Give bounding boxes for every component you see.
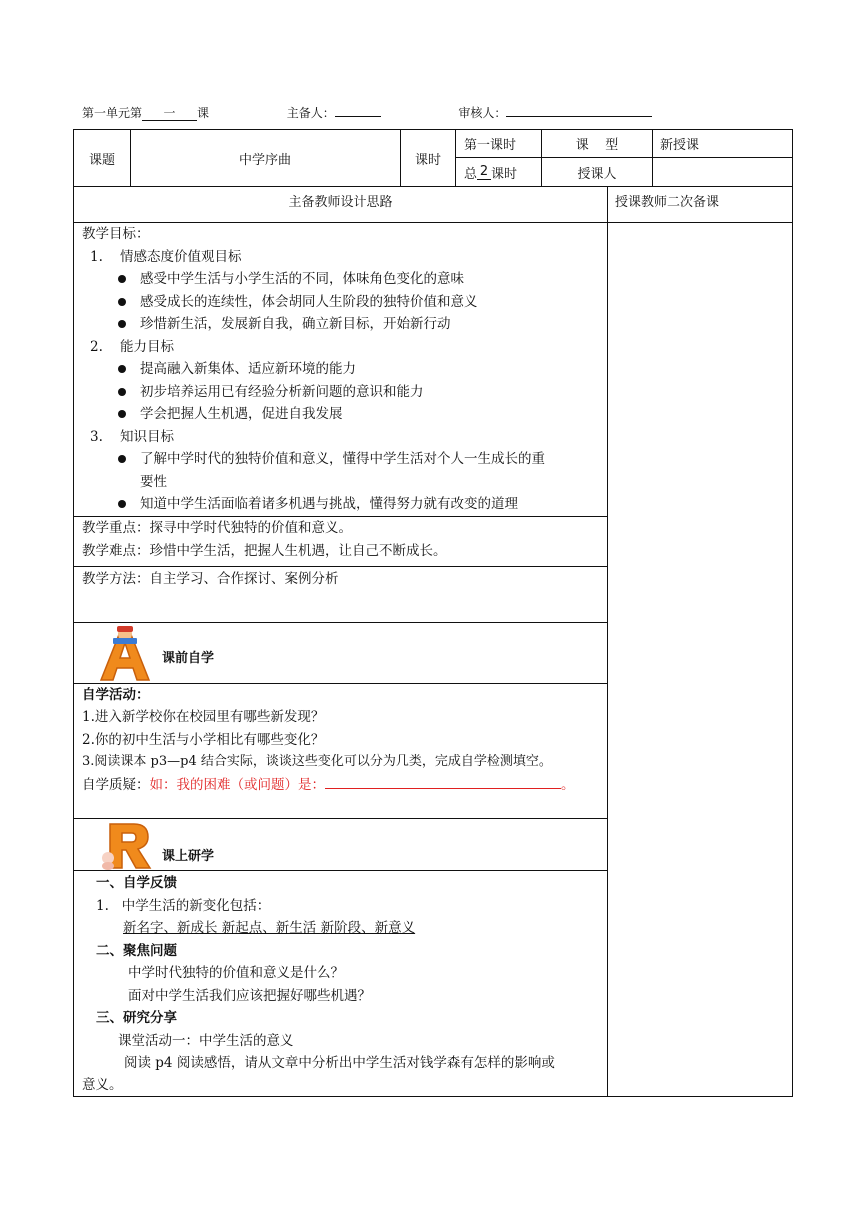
objective-section-3: 3. 知识目标 <box>90 428 174 445</box>
divider <box>74 683 607 684</box>
preparer-label: 主备人： <box>286 106 335 120</box>
divider <box>74 622 607 623</box>
doubt-label: 自学质疑： <box>82 777 150 793</box>
objective-item: 知道中学生活面临着诸多机遇与挑战，懂得努力就有改变的道理 <box>82 493 606 516</box>
feedback-answer: 新名字、新成长 新起点、新生活 新阶段、新意义 <box>123 920 416 936</box>
divider <box>74 818 607 819</box>
second-prep-title: 授课教师二次备课 <box>615 194 720 210</box>
preclass-title: 课前自学 <box>162 650 215 666</box>
self-study-question: 1.进入新学校你在校园里有哪些新发现？ <box>82 709 325 725</box>
unit-prefix: 第一单元第 <box>82 106 143 120</box>
divider <box>74 566 607 567</box>
type-label: 课 型 <box>575 138 619 153</box>
objective-item: 初步培养运用已有经验分析新问题的意识和能力 <box>82 381 606 404</box>
objectives-title: 教学目标： <box>82 226 150 242</box>
divider <box>455 130 456 186</box>
divider <box>74 870 607 871</box>
column-divider <box>607 187 608 1096</box>
focus-question: 中学时代独特的价值和意义是什么？ <box>128 965 344 981</box>
topic-label: 课题 <box>88 152 115 168</box>
header-line <box>82 104 652 121</box>
objective-item: 珍惜新生活，发展新自我，确立新目标，开始新行动 <box>82 313 606 336</box>
focus-question: 面对中学生活我们应该把握好哪些机遇？ <box>128 988 371 1004</box>
reviewer-blank[interactable] <box>506 116 652 117</box>
unit-suffix: 课 <box>197 106 210 120</box>
doubt-answer-blank[interactable] <box>325 774 561 789</box>
main-design-title: 主备教师设计思路 <box>288 194 393 210</box>
teacher-label: 授课人 <box>577 166 617 182</box>
objective-section-2: 2. 能力目标 <box>90 338 174 355</box>
objective-item-wrap: 要性 <box>140 473 167 490</box>
letter-r-logo-icon <box>98 820 154 870</box>
teaching-objectives <box>82 223 606 516</box>
objective-item: 提高融入新集体、适应新环境的能力 <box>82 358 606 381</box>
class-activity-1: 课堂活动一：中学生活的意义 <box>118 1033 294 1049</box>
reading-prompt: 阅读 p4 阅读感悟，请从文章中分析出中学生活对钱学森有怎样的影响或 <box>124 1055 555 1071</box>
teaching-difficulty: 教学难点：珍惜中学生活，把握人生机遇，让自己不断成长。 <box>82 543 447 559</box>
objective-item: 感受中学生活与小学生活的不同，体味角色变化的意味 <box>82 268 606 291</box>
objective-item: 学会把握人生机遇，促进自我发展 <box>82 403 606 426</box>
objective-section-1: 1. 情感态度价值观目标 <box>90 248 242 265</box>
total-periods <box>464 158 544 186</box>
unit-number: 一 <box>142 106 197 121</box>
reading-prompt-wrap: 意义。 <box>82 1077 123 1093</box>
self-study-doubt <box>82 774 575 797</box>
section-research-share: 三、研究分享 <box>96 1010 177 1026</box>
feedback-item: 1. 中学生活的新变化包括： <box>96 898 271 914</box>
teaching-methods: 教学方法：自主学习、合作探讨、案例分析 <box>82 571 339 587</box>
self-study-question: 3.阅读课本 p3—p4 结合实际，谈谈这些变化可以分为几类，完成自学检测填空。 <box>82 754 552 769</box>
hours-label: 课时 <box>414 152 441 168</box>
self-study-question: 2.你的初中生活与小学相比有哪些变化？ <box>82 732 325 748</box>
section-self-feedback: 一、自学反馈 <box>96 875 177 891</box>
doubt-end: 。 <box>561 777 575 793</box>
preparer-blank[interactable] <box>335 116 381 117</box>
total-number: 2 <box>477 165 491 180</box>
type-value: 新授课 <box>660 138 700 153</box>
section-focus-questions: 二、聚焦问题 <box>96 943 177 959</box>
reviewer-label: 审核人： <box>458 106 507 120</box>
teaching-focus: 教学重点：探寻中学时代独特的价值和意义。 <box>82 520 352 536</box>
total-prefix: 总 <box>464 166 478 182</box>
inclass-title: 课上研学 <box>162 848 215 864</box>
topic-value: 中学序曲 <box>238 152 291 168</box>
letter-a-logo-icon <box>95 624 153 682</box>
doubt-prompt: 如：我的困难（或问题）是： <box>149 777 325 793</box>
total-suffix: 课时 <box>491 166 518 182</box>
divider <box>652 130 653 186</box>
first-period: 第一课时 <box>464 138 517 153</box>
self-study-title: 自学活动： <box>82 687 150 703</box>
objective-item: 了解中学时代的独特价值和意义，懂得中学生活对个人一生成长的重 <box>82 448 606 471</box>
objective-item: 感受成长的连续性，体会胡同人生阶段的独特价值和意义 <box>82 291 606 314</box>
